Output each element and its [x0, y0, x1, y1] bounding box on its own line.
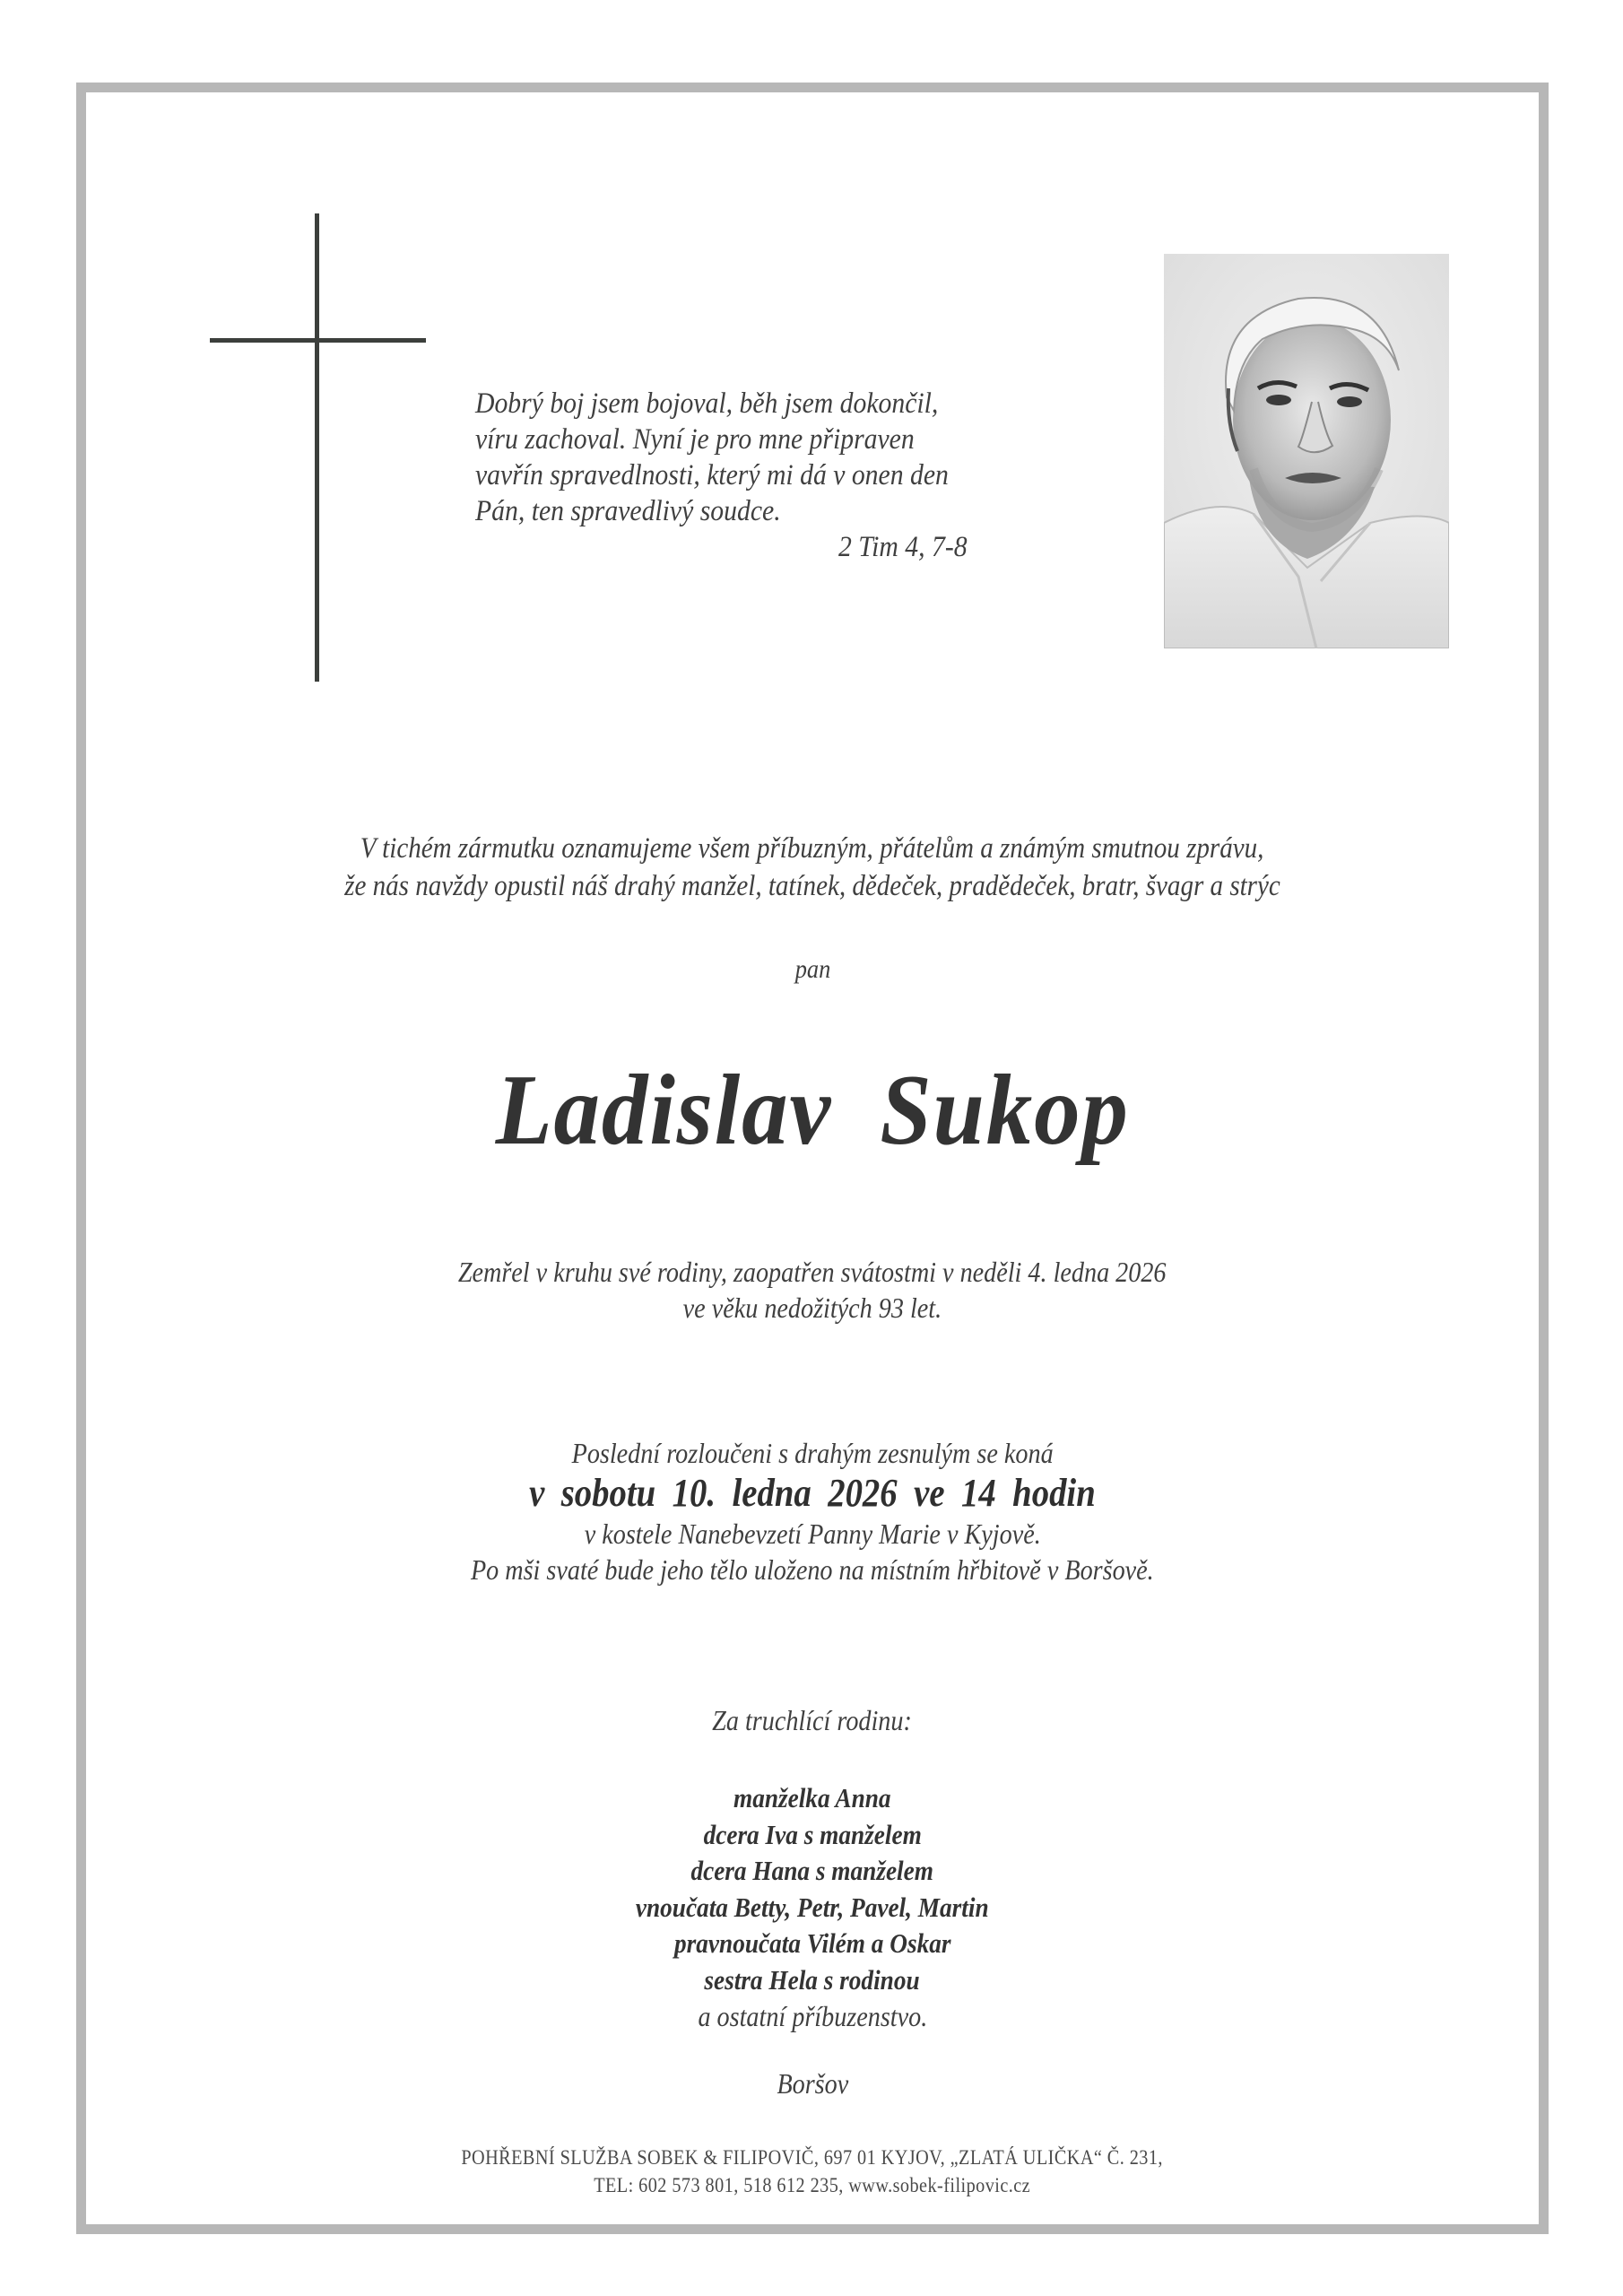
verse-line: vavřín spravedlnosti, který mi dá v onen den: [475, 459, 949, 491]
deceased-name: [76, 1057, 1549, 1164]
family-member: sestra Hela s rodinou: [704, 1963, 921, 1996]
family-member: dcera Iva s manželem: [703, 1818, 922, 1850]
bible-verse: [475, 386, 1040, 565]
funeral-datetime: v sobotu 10. ledna 2026 ve 14 hodin: [529, 1471, 1096, 1515]
announcement-line: V tichém zármutku oznamujeme všem příbuzným, přátelům a známým smutnou zprávu,: [360, 832, 1264, 865]
honorific: [76, 953, 1549, 986]
honorific-text: pan: [794, 954, 830, 984]
footer-address: POHŘEBNÍ SLUŽBA SOBEK & FILIPOVIČ, 697 01 KYJOV, „ZLATÁ ULIČKA“ Č. 231,: [461, 2146, 1164, 2169]
cross-vertical-bar: [315, 213, 319, 682]
place-text: Boršov: [777, 2067, 848, 2100]
funeral-details: [76, 1435, 1549, 1587]
death-line: Zemřel v kruhu své rodiny, zaopatřen svátostmi v neděli 4. ledna 2026: [458, 1256, 1167, 1288]
family-member: vnoučata Betty, Petr, Pavel, Martin: [636, 1891, 989, 1923]
portrait-illustration: [1164, 254, 1449, 648]
family-others: a ostatní příbuzenstvo.: [698, 2000, 927, 2032]
verse-line: víru zachoval. Nyní je pro mne připraven: [475, 423, 915, 456]
family-member: manželka Anna: [733, 1782, 891, 1813]
family-member: dcera Hana s manželem: [690, 1855, 934, 1886]
death-details: [76, 1254, 1549, 1326]
family-heading-text: Za truchlící rodinu:: [712, 1704, 913, 1736]
death-line: ve věku nedožitých 93 let.: [682, 1292, 942, 1324]
family-list: [76, 1780, 1549, 2035]
funeral-intro: Poslední rozloučeni s drahým zesnulým se koná: [571, 1437, 1054, 1469]
funeral-service-footer: [76, 2144, 1549, 2199]
footer-contact: TEL: 602 573 801, 518 612 235, www.sobek-filipovic.cz: [594, 2174, 1031, 2196]
place: [76, 2066, 1549, 2101]
verse-line: Dobrý boj jsem bojoval, běh jsem dokončil,: [475, 387, 939, 420]
verse-reference: 2 Tim 4, 7-8: [838, 531, 968, 563]
funeral-location: v kostele Nanebevzetí Panny Marie v Kyjově.: [584, 1518, 1041, 1550]
deceased-name-text: Ladislav Sukop: [495, 1055, 1130, 1166]
family-heading: [76, 1702, 1549, 1738]
portrait-photo: [1164, 254, 1449, 648]
cross-horizontal-bar: [210, 338, 426, 343]
verse-line: Pán, ten spravedlivý soudce.: [475, 495, 781, 527]
announcement-line: že nás navždy opustil náš drahý manžel, tatínek, dědeček, pradědeček, bratr, švagr a strýc: [344, 870, 1280, 902]
announcement: [76, 830, 1549, 905]
family-member: pravnoučata Vilém a Oskar: [673, 1927, 951, 1959]
funeral-burial: Po mši svaté bude jeho tělo uloženo na místním hřbitově v Boršově.: [471, 1553, 1154, 1586]
